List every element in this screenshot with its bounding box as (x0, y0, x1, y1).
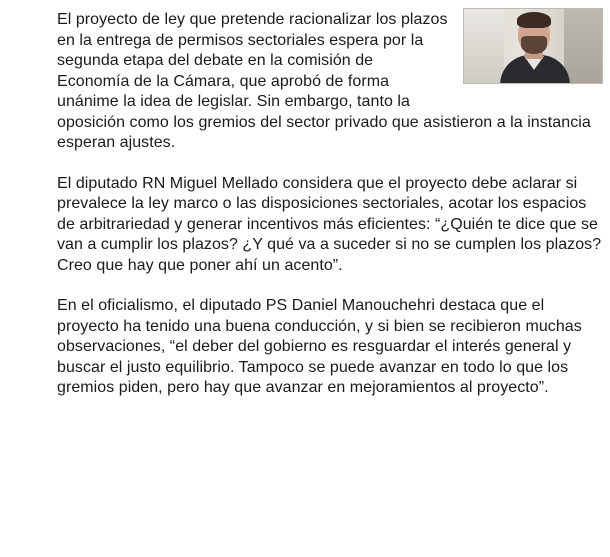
portrait-photo (463, 8, 603, 84)
article-body (57, 0, 605, 419)
photo-person-hair (517, 12, 551, 28)
article-paragraph: El diputado RN Miguel Mellado considera que el proyecto debe aclarar si prevalece la ley marco o las disposiciones sectoriales, acotar los espacios de arbitrariedad y generar incentivos más eficientes: “¿Quién te dice que se van a cumplir los plazos? ¿Y qué va a suceder si no se cumplen los plazos? Creo que hay que poner ahí un acento”. (57, 174, 602, 274)
photo-person-beard (521, 36, 547, 54)
photo-background-left (464, 9, 504, 83)
article-paragraph: El proyecto de ley que pretende racionalizar los plazos en la entrega de permisos sectoriales espera por la segunda etapa del debate en la comisión de Economía de la Cámara, que aprobó de forma unánime la idea de legislar. Sin embargo, tanto la oposición como los gremios del sector privado que asistieron a la instancia esperan ajustes. (57, 11, 591, 151)
photo-background-right (564, 9, 602, 83)
article-paragraph: En el oficialismo, el diputado PS Daniel Manouchehri destaca que el proyecto ha tenido una buena conducción, y si bien se recibieron muchas observaciones, “el deber del gobierno es resguardar el interés general y buscar el justo equilibrio. Tampoco se puede avanzar en todo lo que los gremios piden, pero hay que avanzar en mejoramientos al proyecto”. (57, 297, 582, 396)
